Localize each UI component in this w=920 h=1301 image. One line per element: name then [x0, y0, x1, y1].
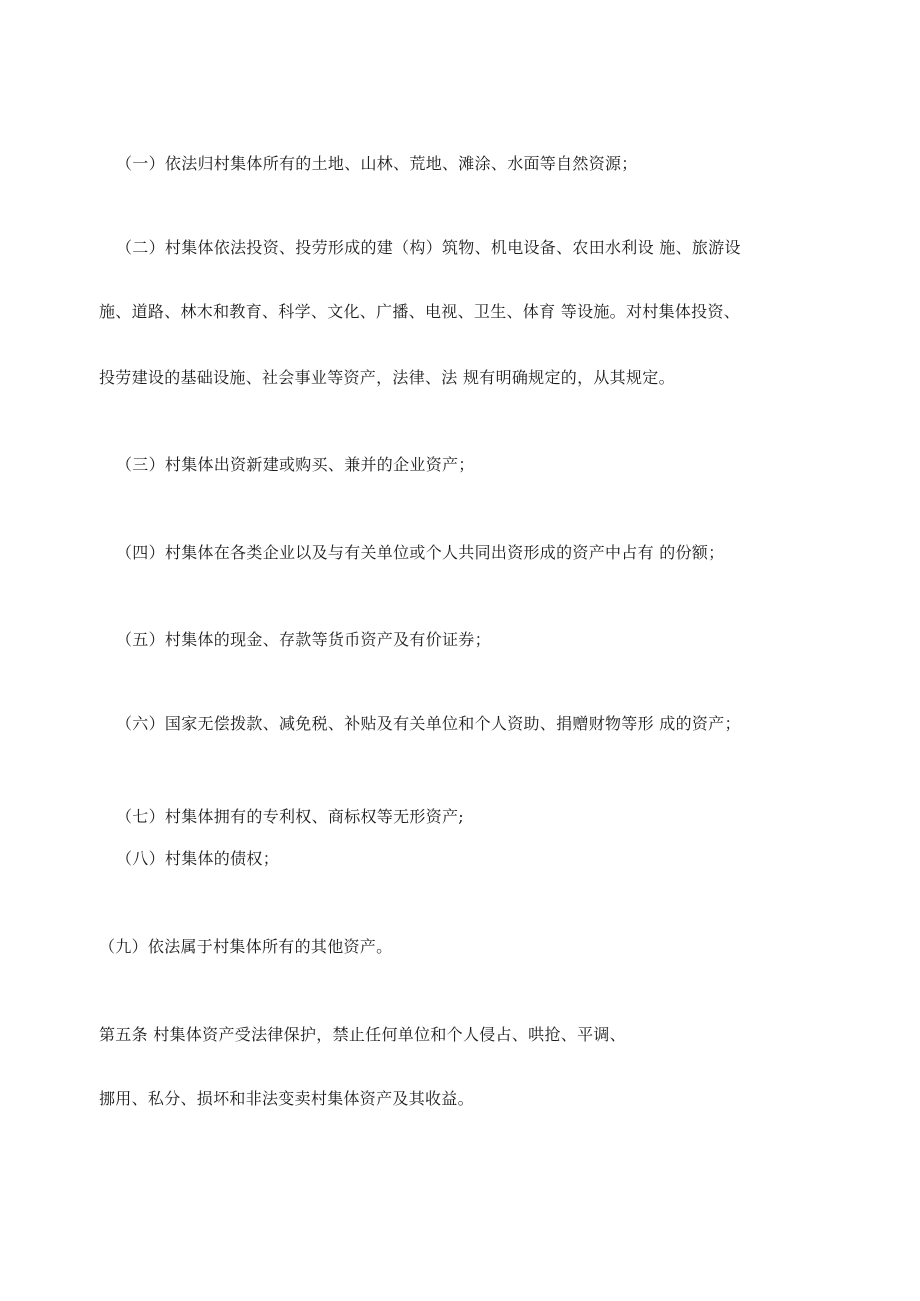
- item-5-line: （五）村集体的现金、存款等货币资产及有价证券；: [116, 630, 491, 649]
- item-9-line: （九）依法属于村集体所有的其他资产。: [99, 937, 393, 956]
- item-3-line: （三）村集体出资新建或购买、兼并的企业资产；: [116, 455, 475, 474]
- item-7-line: （七）村集体拥有的专利权、商标权等无形资产;: [116, 807, 464, 826]
- article-5-line-2: 挪用、私分、损坏和非法变卖村集体资产及其收益。: [99, 1089, 474, 1108]
- article-5-line-1: 第五条 村集体资产受法律保护，禁止任何单位和个人侵占、哄抢、平调、: [99, 1025, 626, 1044]
- item-2-line-3: 投劳建设的基础设施、社会事业等资产，法律、法 规有明确规定的，从其规定。: [99, 368, 675, 387]
- item-8-line: （八）村集体的债权；: [116, 849, 280, 868]
- item-4-line: （四）村集体在各类企业以及与有关单位或个人共同出资形成的资产中占有 的份额；: [116, 543, 725, 562]
- item-2-line-2: 施、道路、林木和教育、科学、文化、广播、电视、卫生、体育 等设施。对村集体投资、: [99, 302, 741, 321]
- item-2-line-1: （二）村集体依法投资、投劳形成的建（构）筑物、机电设备、农田水利设 施、旅游设: [116, 238, 741, 257]
- item-6-line: （六）国家无偿拨款、减免税、补贴及有关单位和个人资助、捐赠财物等形 成的资产；: [116, 714, 741, 733]
- item-1-line: （一）依法归村集体所有的土地、山林、荒地、滩涂、水面等自然资源；: [116, 154, 638, 173]
